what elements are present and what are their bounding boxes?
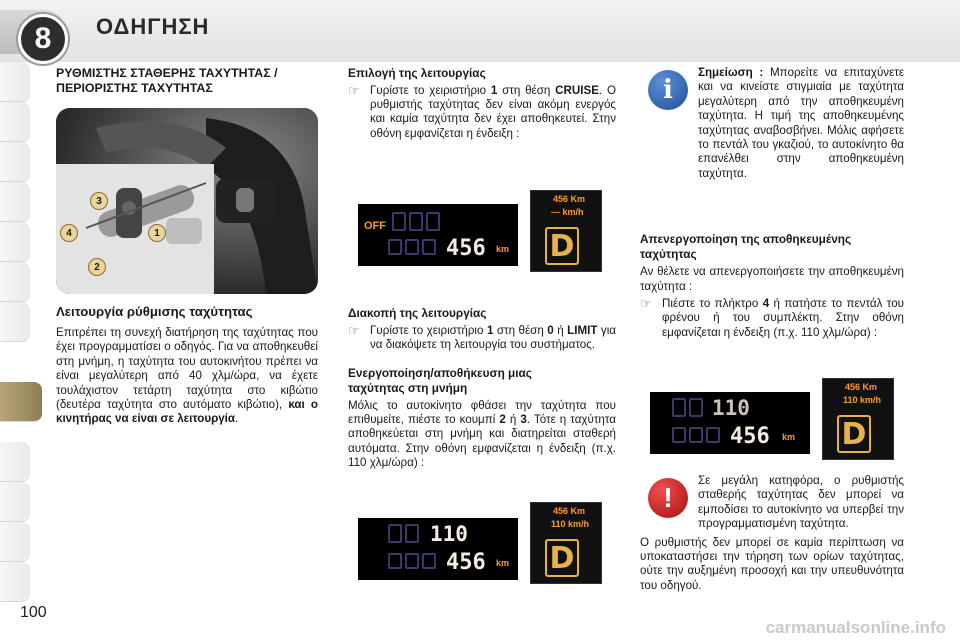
- gear-indicator: D: [545, 539, 579, 577]
- set-speed-digits-dimmed: 110: [712, 396, 750, 420]
- display-stored-speed: [358, 518, 518, 580]
- finger-pointer-icon: ☞: [348, 322, 360, 338]
- note-paragraph-indented: [640, 66, 904, 181]
- warning-icon: !: [648, 478, 688, 518]
- chapter-tab-strip: [0, 62, 30, 602]
- column-2-top: [348, 66, 616, 141]
- chapter-tab-7[interactable]: [0, 302, 30, 342]
- off-label: OFF: [364, 220, 386, 232]
- callout-2: 2: [88, 258, 106, 276]
- gear-indicator: D: [545, 227, 579, 265]
- activate-paragraph: Μόλις το αυτοκίνητο φθάσει την ταχύτητα που επιθυμείτε, πιέστε το κουμπί 2 ή 3. Τότε η ταχύτητα αποθηκεύεται στη μνήμη και διατηρείται σταθερή αυτόματα. Στην οθόνη εμφανίζεται η ένδειξη (π.χ. 110 χλμ/ώρα) :: [348, 398, 616, 470]
- set-speed-side-readout: 110 km/h: [843, 395, 882, 405]
- function-text: Επιτρέπει τη συνεχή διατήρηση της ταχύτητας που έχει προγραμματίσει ο οδηγός. Για να αποθηκευθεί στη μνήμη, η ταχύτητα του αυτοκινήτου πρέπει να είναι μεγαλύτερη από 40 χλμ/ώρα, να έχετε τουλάχιστον τετάρτη ταχύτητα στο κιβώτιο (δευτέρα ταχύτητα στο αυτόματο κιβώτιο),: [56, 326, 318, 412]
- odometer-digits: 456: [446, 550, 486, 575]
- note-text: Μπορείτε να επιταχύνετε και να κινείστε στιγμιαία με ταχύτητα μεγαλύτερη από την αποθηκευμένη ταχύτητα. Η τιμή της αποθηκευμένης ταχύτητας αναβοσβήνει. Μόλις αφήσετε το πεντάλ του γκαζιού, το αυτοκίνητο θα επανέλθει στην αποθηκευμένη ταχύτητα.: [698, 66, 904, 180]
- chapter-tab-8-active[interactable]: [0, 382, 42, 422]
- function-text-end: .: [235, 412, 239, 426]
- stop-bullet-text: Γυρίστε το χειριστήριο 1 στη θέση 0 ή LIMIT για να διακόψετε τη λειτουργία του συστήματος.: [370, 323, 616, 351]
- deactivate-intro: Αν θέλετε να απενεργοποιήσετε την αποθηκευμένη ταχύτητα :: [640, 265, 904, 293]
- chapter-tab-2[interactable]: [0, 102, 30, 142]
- callout-1: 1: [148, 224, 166, 242]
- km-unit-label: km: [782, 432, 796, 442]
- odometer-segments: [388, 239, 436, 255]
- function-paragraph: [56, 326, 318, 427]
- deactivate-bullet-text: Πιέστε το πλήκτρο 4 ή πατήστε το πεντάλ του φρένου ή του συμπλέκτη. Στην οθόνη εμφανίζεται η ένδειξη (π.χ. 110 χλμ/ώρα) :: [662, 297, 904, 339]
- activate-heading-line2: ταχύτητας στη μνήμη: [348, 381, 468, 395]
- range-readout: 456 Km: [553, 194, 586, 204]
- stop-bullet: [348, 324, 616, 353]
- gear-indicator: D: [837, 415, 871, 453]
- section-heading-line2: ΠΕΡΙΟΡΙΣΤΗΣ ΤΑΧΥΤΗΤΑΣ: [56, 81, 213, 95]
- chapter-title: ΟΔΗΓΗΣΗ: [96, 14, 210, 39]
- speed-segments: [388, 524, 419, 543]
- display-side-panel-1: [530, 190, 602, 272]
- odometer-digits: 456: [446, 236, 486, 261]
- finger-pointer-icon: ☞: [348, 82, 360, 98]
- odometer-digits: 456: [730, 424, 770, 449]
- range-readout: 456 Km: [845, 382, 878, 392]
- chapter-number-badge: 8: [18, 14, 68, 64]
- info-icon: i: [648, 70, 688, 110]
- function-text-bold: και ο κινητήρας να είναι σε λειτουργία: [56, 398, 318, 426]
- speed-placeholder: --- km/h: [551, 207, 584, 217]
- warning-paragraph-full: Ο ρυθμιστής δεν μπορεί σε καμία περίπτωση να υποκαταστήσει την τήρηση των ορίων ταχύτητας, ούτε την αυξημένη προσοχή και την υπευθυνότητα του οδηγού.: [640, 535, 904, 592]
- km-unit-label: km: [496, 558, 510, 568]
- chapter-tab-9[interactable]: [0, 442, 30, 482]
- odometer-segments: [672, 427, 720, 443]
- activate-heading-line1: Ενεργοποίηση/αποθήκευση μιας: [348, 366, 532, 381]
- speed-segments: [392, 212, 440, 231]
- callout-4: 4: [60, 224, 78, 242]
- callout-3: 3: [90, 192, 108, 210]
- display-cruise-off: [358, 204, 518, 266]
- chapter-tab-11[interactable]: [0, 522, 30, 562]
- chapter-tab-4[interactable]: [0, 182, 30, 222]
- section-heading-line1: ΡΥΘΜΙΣΤΗΣ ΣΤΑΘΕΡΗΣ ΤΑΧΥΤΗΤΑΣ /: [56, 66, 278, 80]
- chapter-tab-6[interactable]: [0, 262, 30, 302]
- deactivate-bullet: [640, 297, 904, 340]
- speed-segments: [672, 398, 703, 417]
- column-2-middle: [348, 306, 616, 471]
- set-speed-digits: 110: [430, 522, 468, 546]
- km-unit-label: km: [496, 244, 510, 254]
- chapter-tab-5[interactable]: [0, 222, 30, 262]
- deactivate-heading-line2: ταχύτητας: [640, 246, 697, 261]
- column-3-note: [640, 66, 904, 181]
- warning-paragraph-indented: Σε μεγάλη κατηφόρα, ο ρυθμιστής σταθερής ταχύτητας δεν μπορεί να εμποδίσει το αυτοκίνητο να υπερβεί την προγραμματισμένη ταχύτητα.: [698, 474, 904, 531]
- column-1: [56, 66, 318, 96]
- odometer-segments: [388, 553, 436, 569]
- note-label: Σημείωση :: [698, 66, 770, 79]
- chapter-tab-10[interactable]: [0, 482, 30, 522]
- page-number: 100: [20, 604, 47, 621]
- column-3-deactivate: [640, 232, 904, 340]
- range-readout: 456 Km: [553, 506, 586, 516]
- set-speed-side-readout: 110 km/h: [551, 519, 590, 529]
- column-1-body: [56, 304, 318, 427]
- select-bullet-text: Γυρίστε το χειριστήριο 1 στη θέση CRUISE. Ο ρυθμιστής ταχύτητας δεν είναι ακόμη ενεργός και καμία ταχύτητα δεν έχει αποθηκευτεί. Στην οθόνη εμφανίζεται η ένδειξη :: [370, 83, 616, 140]
- function-heading: Λειτουργία ρύθμισης ταχύτητας: [56, 304, 253, 319]
- select-heading: Επιλογή της λειτουργίας: [348, 66, 486, 80]
- watermark: carmanualsonline.info: [765, 618, 946, 637]
- chapter-tab-1[interactable]: [0, 62, 30, 102]
- stop-heading: Διακοπή της λειτουργίας: [348, 306, 487, 320]
- finger-pointer-icon: ☞: [640, 296, 652, 311]
- chapter-tab-12[interactable]: [0, 562, 30, 602]
- deactivate-heading-line1: Απενεργοποίηση της αποθηκευμένης: [640, 232, 852, 246]
- cruise-control-stalk-photo: [56, 108, 318, 294]
- display-deactivated-speed: [650, 392, 810, 454]
- display-side-panel-2: [530, 502, 602, 584]
- column-3-warning: [640, 474, 904, 593]
- select-bullet: [348, 84, 616, 142]
- chapter-tab-3[interactable]: [0, 142, 30, 182]
- display-side-panel-3: [822, 378, 894, 460]
